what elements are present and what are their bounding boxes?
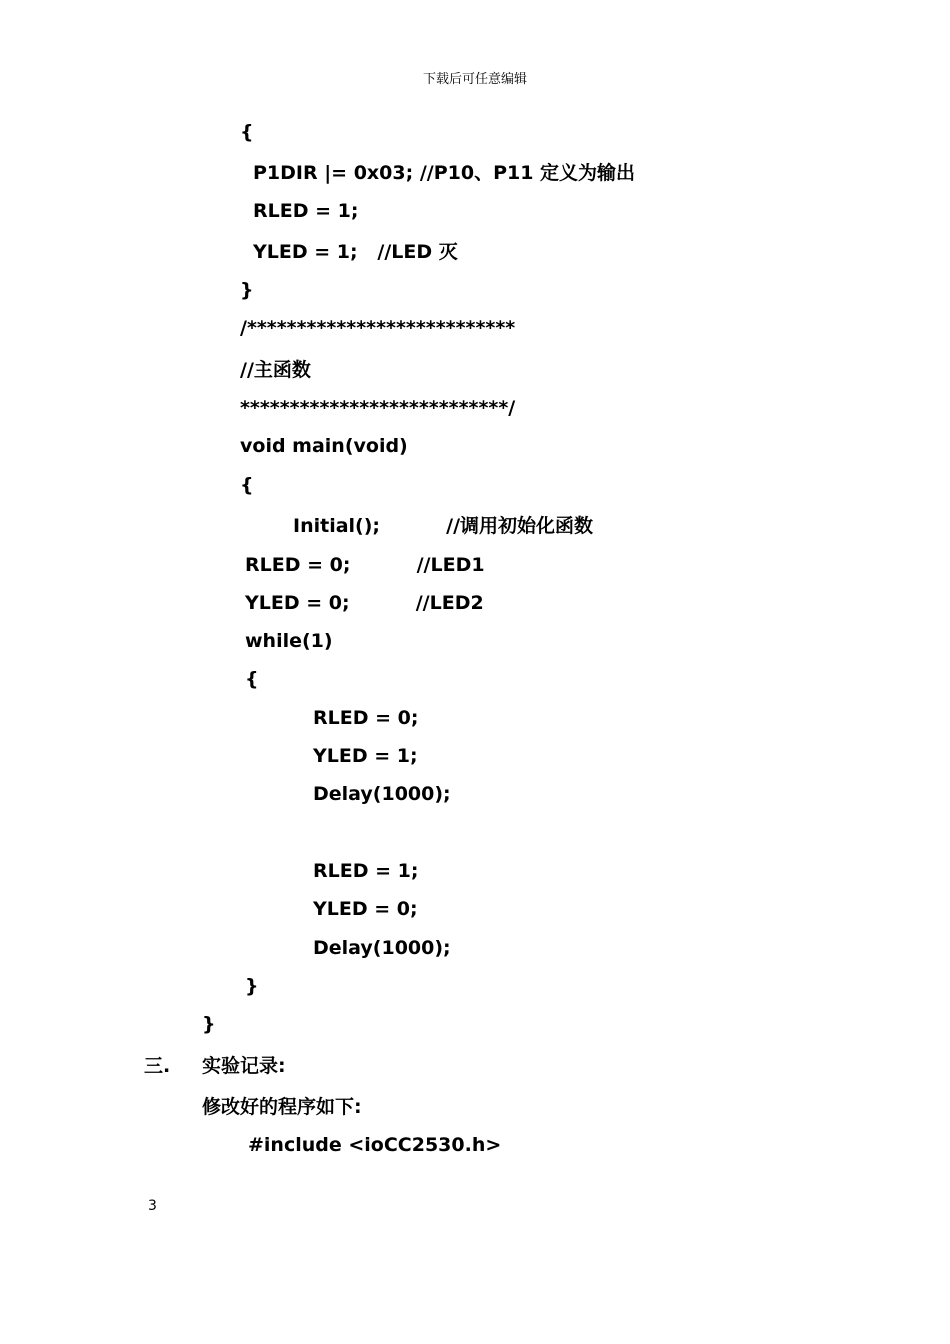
code-line: { bbox=[240, 474, 254, 496]
code-line: RLED = 1; bbox=[253, 200, 359, 222]
code-line: YLED = 1; bbox=[313, 745, 418, 767]
code-line: RLED = 0; //LED1 bbox=[245, 554, 485, 576]
page-header: 下载后可任意编辑 bbox=[422, 72, 527, 87]
code-line: } bbox=[240, 279, 254, 301]
code-line: void main(void) bbox=[240, 435, 408, 457]
code-line: Initial(); //调用初始化函数 bbox=[293, 515, 594, 537]
section-intro: 修改好的程序如下: bbox=[202, 1096, 362, 1118]
section-number: 三. bbox=[144, 1055, 171, 1077]
code-line: P1DIR |= 0x03; //P10、P11 定义为输出 bbox=[253, 162, 636, 184]
code-line: ***************************/ bbox=[240, 397, 516, 419]
code-line: { bbox=[245, 668, 259, 690]
code-line: #include <ioCC2530.h> bbox=[248, 1134, 502, 1156]
code-line: { bbox=[240, 121, 254, 143]
code-line: } bbox=[245, 975, 259, 997]
section-title: 实验记录: bbox=[202, 1055, 286, 1077]
code-line: RLED = 1; bbox=[313, 860, 419, 882]
code-line: RLED = 0; bbox=[313, 707, 419, 729]
code-line: } bbox=[202, 1013, 216, 1035]
code-line: Delay(1000); bbox=[313, 937, 451, 959]
code-line: //主函数 bbox=[240, 359, 311, 381]
code-line: YLED = 0; //LED2 bbox=[245, 592, 484, 614]
page-number: 3 bbox=[148, 1198, 157, 1214]
code-line: while(1) bbox=[245, 630, 333, 652]
code-line: /*************************** bbox=[240, 317, 516, 339]
code-line: YLED = 0; bbox=[313, 898, 418, 920]
code-line: YLED = 1; //LED 灭 bbox=[253, 241, 458, 263]
code-line: Delay(1000); bbox=[313, 783, 451, 805]
